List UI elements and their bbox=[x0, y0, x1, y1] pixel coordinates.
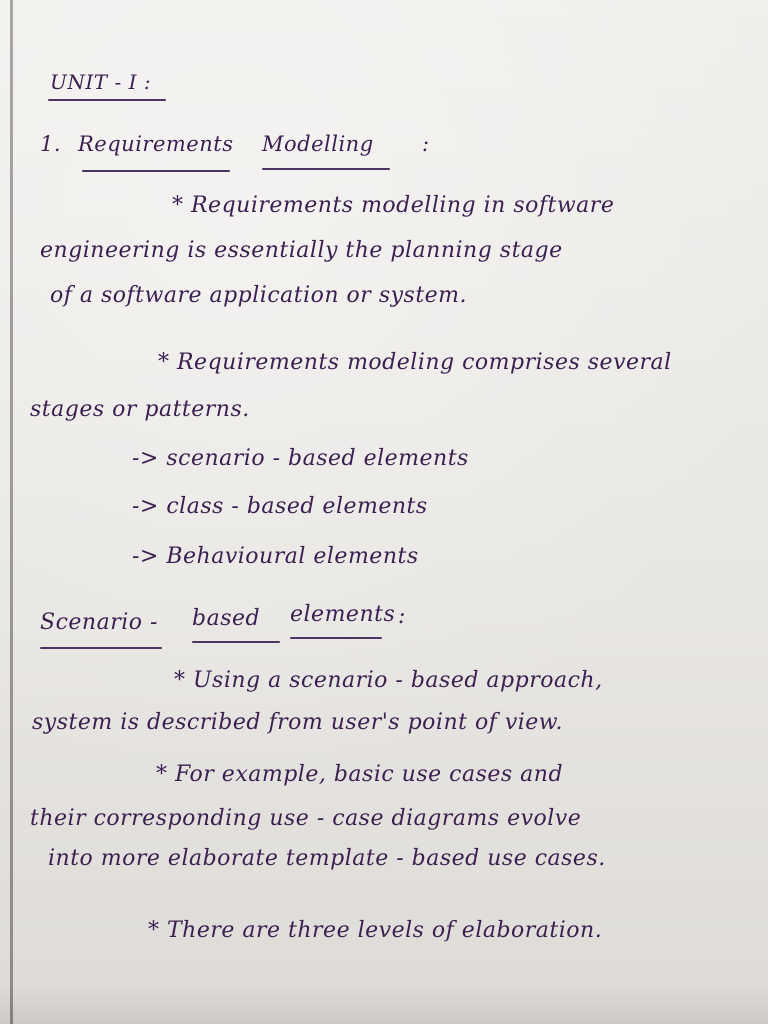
unit-underline bbox=[48, 99, 166, 101]
paragraph1-line3: of a software application or system. bbox=[50, 283, 468, 308]
section-number: 1. bbox=[40, 132, 62, 156]
subheading-underline-2 bbox=[192, 641, 280, 643]
page-shadow bbox=[0, 984, 768, 1024]
section-title-colon: : bbox=[422, 132, 430, 156]
paragraph1-line1: * Requirements modelling in software bbox=[172, 193, 615, 218]
paragraph2-line1: * Requirements modeling comprises several bbox=[158, 350, 672, 375]
paragraph3-line2: system is described from user's point of view. bbox=[32, 710, 564, 735]
paragraph4-line2: their corresponding use - case diagrams evolve bbox=[30, 806, 582, 831]
subheading-colon: : bbox=[398, 604, 406, 629]
paragraph1-line2: engineering is essentially the planning stage bbox=[40, 238, 563, 263]
section-title-underline-2 bbox=[262, 168, 390, 170]
paragraph4-line1: * For example, basic use cases and bbox=[156, 762, 564, 787]
list-item-2: -> class - based elements bbox=[132, 494, 428, 519]
paragraph4-line3: into more elaborate template - based use cases. bbox=[48, 846, 606, 871]
paragraph2-line2: stages or patterns. bbox=[30, 397, 250, 422]
list-item-3: -> Behavioural elements bbox=[132, 544, 419, 569]
section-title-underline-1 bbox=[82, 170, 230, 172]
margin-line bbox=[10, 0, 13, 1024]
subheading-part1: Scenario - bbox=[40, 610, 158, 635]
subheading-part2: based bbox=[192, 606, 261, 631]
subheading-underline-1 bbox=[40, 647, 162, 649]
subheading-part3: elements bbox=[290, 602, 396, 627]
subheading-underline-3 bbox=[290, 637, 382, 639]
unit-heading: UNIT - I : bbox=[50, 70, 152, 94]
list-item-1: -> scenario - based elements bbox=[132, 446, 469, 471]
paragraph5-line1: * There are three levels of elaboration. bbox=[148, 918, 603, 943]
paragraph3-line1: * Using a scenario - based approach, bbox=[174, 668, 603, 693]
section-title-part2: Modelling bbox=[262, 132, 374, 156]
section-title-part1: Requirements bbox=[78, 132, 234, 156]
